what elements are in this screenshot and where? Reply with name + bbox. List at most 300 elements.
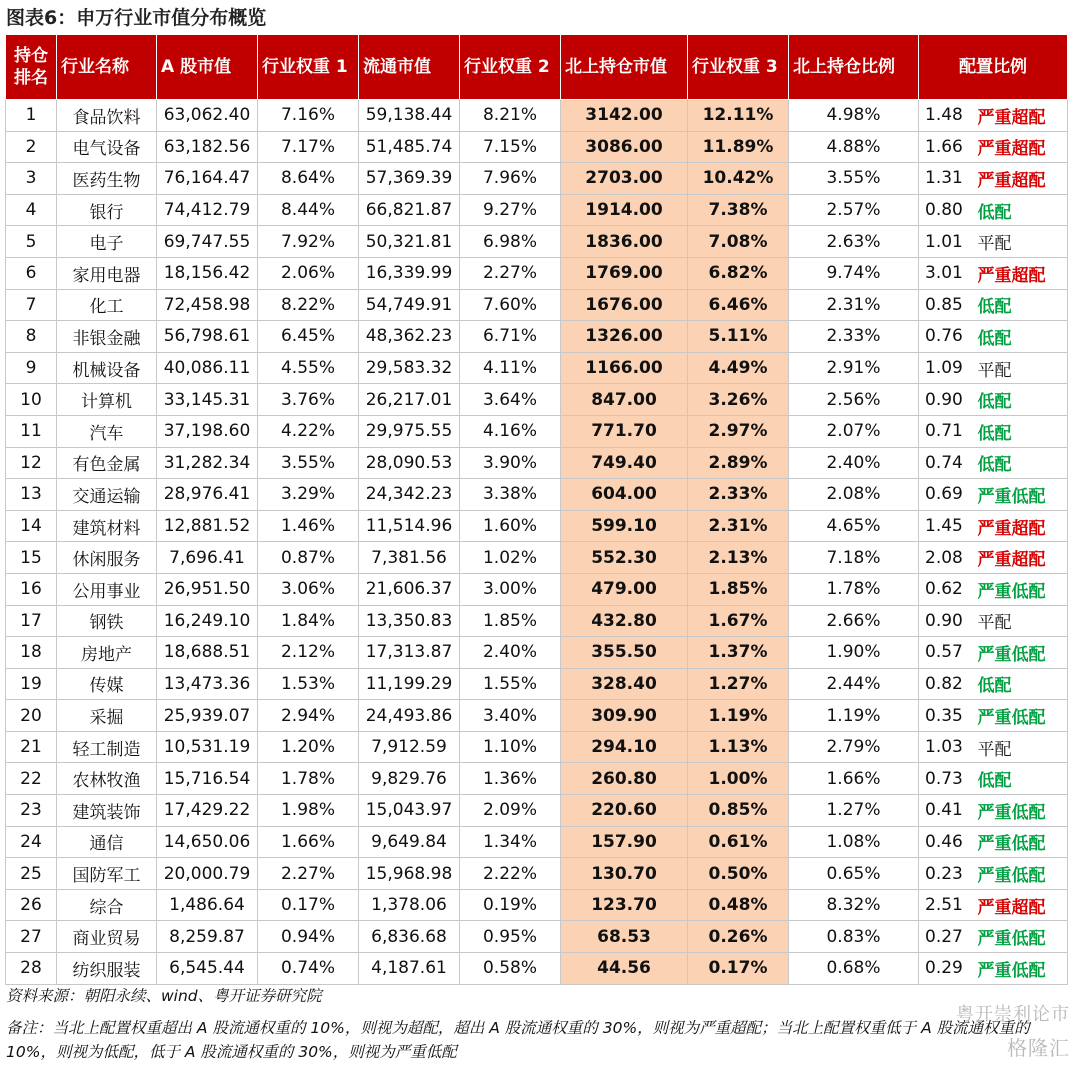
cell-a-cap: 26,951.50 xyxy=(157,573,258,605)
cell-a-cap: 33,145.31 xyxy=(157,384,258,416)
cell-allocation-ratio: 0.90 xyxy=(919,384,976,416)
cell-northbound-ratio: 2.56% xyxy=(789,384,919,416)
cell-northbound-ratio: 2.31% xyxy=(789,289,919,321)
cell-weight-3: 1.27% xyxy=(688,668,789,700)
cell-allocation-label: 严重超配 xyxy=(976,100,1068,132)
cell-weight-2: 6.71% xyxy=(460,321,561,353)
cell-allocation-label: 严重低配 xyxy=(976,795,1068,827)
cell-rank: 20 xyxy=(6,700,57,732)
cell-a-cap: 74,412.79 xyxy=(157,194,258,226)
cell-weight-2: 3.64% xyxy=(460,384,561,416)
cell-a-cap: 20,000.79 xyxy=(157,858,258,890)
cell-northbound-ratio: 9.74% xyxy=(789,257,919,289)
cell-weight-1: 0.87% xyxy=(258,542,359,574)
header-rank xyxy=(6,35,57,100)
cell-float-cap: 11,514.96 xyxy=(359,510,460,542)
cell-northbound-ratio: 4.65% xyxy=(789,510,919,542)
cell-weight-3: 4.49% xyxy=(688,352,789,384)
cell-allocation-ratio: 0.71 xyxy=(919,415,976,447)
cell-northbound-cap: 309.90 xyxy=(561,700,688,732)
cell-weight-3: 1.13% xyxy=(688,731,789,763)
cell-weight-3: 7.08% xyxy=(688,226,789,258)
cell-allocation-label: 平配 xyxy=(976,226,1068,258)
cell-northbound-ratio: 7.18% xyxy=(789,542,919,574)
cell-weight-2: 3.90% xyxy=(460,447,561,479)
cell-weight-3: 1.67% xyxy=(688,605,789,637)
cell-weight-1: 4.55% xyxy=(258,352,359,384)
table-row xyxy=(6,447,1068,479)
cell-rank: 19 xyxy=(6,668,57,700)
cell-allocation-label: 严重低配 xyxy=(976,858,1068,890)
table-row xyxy=(6,352,1068,384)
cell-allocation-label: 低配 xyxy=(976,447,1068,479)
cell-northbound-cap: 1676.00 xyxy=(561,289,688,321)
cell-rank: 28 xyxy=(6,953,57,985)
cell-northbound-cap: 157.90 xyxy=(561,826,688,858)
cell-name: 纺织服装 xyxy=(57,953,157,985)
cell-name: 国防军工 xyxy=(57,858,157,890)
table-row xyxy=(6,194,1068,226)
cell-northbound-cap: 847.00 xyxy=(561,384,688,416)
cell-float-cap: 48,362.23 xyxy=(359,321,460,353)
cell-rank: 2 xyxy=(6,131,57,163)
table-row xyxy=(6,163,1068,195)
cell-northbound-ratio: 1.27% xyxy=(789,795,919,827)
cell-allocation-ratio: 0.62 xyxy=(919,573,976,605)
cell-northbound-cap: 130.70 xyxy=(561,858,688,890)
cell-weight-3: 7.38% xyxy=(688,194,789,226)
cell-weight-1: 3.29% xyxy=(258,479,359,511)
table-row xyxy=(6,637,1068,669)
cell-a-cap: 13,473.36 xyxy=(157,668,258,700)
header-northbound-ratio: 北上持仓比例 xyxy=(789,35,919,100)
cell-northbound-ratio: 2.57% xyxy=(789,194,919,226)
industry-table xyxy=(5,34,1068,985)
cell-rank: 14 xyxy=(6,510,57,542)
cell-float-cap: 4,187.61 xyxy=(359,953,460,985)
cell-northbound-ratio: 4.88% xyxy=(789,131,919,163)
table-row xyxy=(6,321,1068,353)
cell-a-cap: 6,545.44 xyxy=(157,953,258,985)
cell-allocation-label: 严重超配 xyxy=(976,257,1068,289)
cell-name: 轻工制造 xyxy=(57,731,157,763)
cell-weight-1: 1.98% xyxy=(258,795,359,827)
cell-weight-3: 2.89% xyxy=(688,447,789,479)
cell-northbound-cap: 220.60 xyxy=(561,795,688,827)
cell-float-cap: 66,821.87 xyxy=(359,194,460,226)
cell-a-cap: 28,976.41 xyxy=(157,479,258,511)
cell-weight-1: 1.66% xyxy=(258,826,359,858)
cell-rank: 21 xyxy=(6,731,57,763)
cell-northbound-ratio: 1.19% xyxy=(789,700,919,732)
header-weight-2: 行业权重 2 xyxy=(460,35,561,100)
watermark-line2: 格隆汇 xyxy=(1007,1036,1070,1060)
cell-a-cap: 40,086.11 xyxy=(157,352,258,384)
cell-weight-1: 6.45% xyxy=(258,321,359,353)
cell-allocation-label: 低配 xyxy=(976,668,1068,700)
figure-title: 图表6：申万行业市值分布概览 xyxy=(6,7,267,29)
cell-weight-1: 0.74% xyxy=(258,953,359,985)
cell-a-cap: 14,650.06 xyxy=(157,826,258,858)
header-northbound-cap: 北上持仓市值 xyxy=(561,35,688,100)
cell-allocation-label: 严重低配 xyxy=(976,700,1068,732)
cell-weight-1: 3.55% xyxy=(258,447,359,479)
cell-northbound-cap: 355.50 xyxy=(561,637,688,669)
cell-name: 化工 xyxy=(57,289,157,321)
cell-rank: 10 xyxy=(6,384,57,416)
cell-name: 银行 xyxy=(57,194,157,226)
cell-allocation-ratio: 0.82 xyxy=(919,668,976,700)
cell-rank: 18 xyxy=(6,637,57,669)
cell-a-cap: 12,881.52 xyxy=(157,510,258,542)
cell-allocation-label: 严重低配 xyxy=(976,479,1068,511)
cell-a-cap: 7,696.41 xyxy=(157,542,258,574)
cell-weight-1: 0.94% xyxy=(258,921,359,953)
cell-weight-3: 3.26% xyxy=(688,384,789,416)
cell-allocation-ratio: 0.27 xyxy=(919,921,976,953)
table-row xyxy=(6,858,1068,890)
cell-weight-3: 1.85% xyxy=(688,573,789,605)
cell-weight-2: 1.10% xyxy=(460,731,561,763)
cell-allocation-ratio: 0.46 xyxy=(919,826,976,858)
cell-weight-1: 8.44% xyxy=(258,194,359,226)
cell-weight-1: 2.12% xyxy=(258,637,359,669)
cell-allocation-ratio: 2.51 xyxy=(919,889,976,921)
cell-a-cap: 63,062.40 xyxy=(157,100,258,132)
source-note: 资料来源：朝阳永续、wind、粤开证券研究院 xyxy=(6,987,322,1005)
header-name: 行业名称 xyxy=(57,35,157,100)
cell-a-cap: 76,164.47 xyxy=(157,163,258,195)
cell-float-cap: 17,313.87 xyxy=(359,637,460,669)
cell-a-cap: 63,182.56 xyxy=(157,131,258,163)
cell-northbound-ratio: 0.83% xyxy=(789,921,919,953)
cell-northbound-ratio: 1.90% xyxy=(789,637,919,669)
cell-weight-2: 0.58% xyxy=(460,953,561,985)
cell-weight-2: 2.22% xyxy=(460,858,561,890)
cell-float-cap: 21,606.37 xyxy=(359,573,460,605)
table-row xyxy=(6,826,1068,858)
cell-name: 电子 xyxy=(57,226,157,258)
cell-allocation-label: 低配 xyxy=(976,415,1068,447)
cell-weight-3: 0.85% xyxy=(688,795,789,827)
cell-name: 非银金融 xyxy=(57,321,157,353)
cell-weight-2: 8.21% xyxy=(460,100,561,132)
cell-name: 建筑装饰 xyxy=(57,795,157,827)
header-rank-line1: 持仓 xyxy=(14,46,48,66)
cell-weight-1: 4.22% xyxy=(258,415,359,447)
cell-northbound-cap: 749.40 xyxy=(561,447,688,479)
header-rank-line2: 排名 xyxy=(14,68,48,88)
cell-allocation-label: 严重低配 xyxy=(976,637,1068,669)
cell-a-cap: 72,458.98 xyxy=(157,289,258,321)
cell-weight-2: 7.96% xyxy=(460,163,561,195)
cell-northbound-ratio: 2.66% xyxy=(789,605,919,637)
cell-allocation-label: 严重超配 xyxy=(976,131,1068,163)
cell-weight-2: 1.02% xyxy=(460,542,561,574)
cell-a-cap: 1,486.64 xyxy=(157,889,258,921)
cell-allocation-ratio: 0.80 xyxy=(919,194,976,226)
cell-northbound-cap: 328.40 xyxy=(561,668,688,700)
cell-allocation-ratio: 1.48 xyxy=(919,100,976,132)
cell-weight-2: 6.98% xyxy=(460,226,561,258)
cell-name: 农林牧渔 xyxy=(57,763,157,795)
table-header-row xyxy=(6,35,1068,100)
cell-name: 建筑材料 xyxy=(57,510,157,542)
cell-northbound-cap: 260.80 xyxy=(561,763,688,795)
cell-northbound-cap: 599.10 xyxy=(561,510,688,542)
cell-weight-1: 8.22% xyxy=(258,289,359,321)
cell-northbound-ratio: 2.44% xyxy=(789,668,919,700)
table-row xyxy=(6,100,1068,132)
cell-weight-2: 1.60% xyxy=(460,510,561,542)
cell-weight-2: 4.16% xyxy=(460,415,561,447)
cell-float-cap: 51,485.74 xyxy=(359,131,460,163)
cell-float-cap: 7,912.59 xyxy=(359,731,460,763)
cell-northbound-cap: 1326.00 xyxy=(561,321,688,353)
cell-a-cap: 69,747.55 xyxy=(157,226,258,258)
cell-weight-3: 0.50% xyxy=(688,858,789,890)
cell-northbound-ratio: 0.65% xyxy=(789,858,919,890)
cell-a-cap: 31,282.34 xyxy=(157,447,258,479)
table-row xyxy=(6,289,1068,321)
cell-weight-2: 9.27% xyxy=(460,194,561,226)
cell-name: 家用电器 xyxy=(57,257,157,289)
table-row xyxy=(6,510,1068,542)
cell-northbound-ratio: 1.66% xyxy=(789,763,919,795)
cell-name: 计算机 xyxy=(57,384,157,416)
cell-allocation-label: 严重超配 xyxy=(976,163,1068,195)
cell-northbound-ratio: 1.78% xyxy=(789,573,919,605)
cell-weight-2: 1.34% xyxy=(460,826,561,858)
cell-allocation-label: 严重超配 xyxy=(976,889,1068,921)
table-row xyxy=(6,763,1068,795)
cell-allocation-label: 严重低配 xyxy=(976,573,1068,605)
cell-allocation-ratio: 2.08 xyxy=(919,542,976,574)
cell-weight-1: 7.16% xyxy=(258,100,359,132)
cell-float-cap: 9,829.76 xyxy=(359,763,460,795)
cell-weight-1: 1.53% xyxy=(258,668,359,700)
cell-float-cap: 26,217.01 xyxy=(359,384,460,416)
cell-a-cap: 8,259.87 xyxy=(157,921,258,953)
watermark-line1: 粤开崇利论市 xyxy=(956,1004,1070,1025)
cell-a-cap: 10,531.19 xyxy=(157,731,258,763)
cell-float-cap: 24,493.86 xyxy=(359,700,460,732)
header-weight-3: 行业权重 3 xyxy=(688,35,789,100)
cell-weight-2: 2.40% xyxy=(460,637,561,669)
cell-weight-2: 3.00% xyxy=(460,573,561,605)
cell-name: 休闲服务 xyxy=(57,542,157,574)
cell-weight-3: 10.42% xyxy=(688,163,789,195)
cell-allocation-label: 低配 xyxy=(976,763,1068,795)
cell-allocation-ratio: 1.31 xyxy=(919,163,976,195)
table-row xyxy=(6,131,1068,163)
table-row xyxy=(6,889,1068,921)
cell-allocation-ratio: 0.74 xyxy=(919,447,976,479)
table-row xyxy=(6,226,1068,258)
cell-float-cap: 11,199.29 xyxy=(359,668,460,700)
cell-weight-3: 2.97% xyxy=(688,415,789,447)
cell-rank: 7 xyxy=(6,289,57,321)
cell-weight-1: 8.64% xyxy=(258,163,359,195)
cell-weight-3: 6.82% xyxy=(688,257,789,289)
cell-weight-1: 1.20% xyxy=(258,731,359,763)
cell-allocation-ratio: 0.73 xyxy=(919,763,976,795)
cell-northbound-cap: 44.56 xyxy=(561,953,688,985)
cell-rank: 16 xyxy=(6,573,57,605)
table-row xyxy=(6,573,1068,605)
cell-northbound-cap: 604.00 xyxy=(561,479,688,511)
table-row xyxy=(6,795,1068,827)
cell-allocation-ratio: 0.23 xyxy=(919,858,976,890)
header-a-cap: A 股市值 xyxy=(157,35,258,100)
cell-northbound-cap: 68.53 xyxy=(561,921,688,953)
cell-allocation-ratio: 3.01 xyxy=(919,257,976,289)
cell-float-cap: 29,975.55 xyxy=(359,415,460,447)
cell-weight-2: 4.11% xyxy=(460,352,561,384)
cell-weight-2: 3.38% xyxy=(460,479,561,511)
cell-weight-1: 1.84% xyxy=(258,605,359,637)
cell-allocation-label: 低配 xyxy=(976,194,1068,226)
cell-weight-1: 2.94% xyxy=(258,700,359,732)
cell-northbound-cap: 1914.00 xyxy=(561,194,688,226)
cell-allocation-ratio: 0.29 xyxy=(919,953,976,985)
cell-float-cap: 50,321.81 xyxy=(359,226,460,258)
cell-northbound-ratio: 2.08% xyxy=(789,479,919,511)
cell-weight-3: 11.89% xyxy=(688,131,789,163)
cell-name: 公用事业 xyxy=(57,573,157,605)
cell-rank: 27 xyxy=(6,921,57,953)
table-row xyxy=(6,953,1068,985)
cell-weight-1: 1.78% xyxy=(258,763,359,795)
table-row xyxy=(6,479,1068,511)
cell-rank: 4 xyxy=(6,194,57,226)
cell-northbound-cap: 1769.00 xyxy=(561,257,688,289)
cell-allocation-ratio: 0.76 xyxy=(919,321,976,353)
cell-weight-1: 7.92% xyxy=(258,226,359,258)
cell-name: 房地产 xyxy=(57,637,157,669)
cell-rank: 6 xyxy=(6,257,57,289)
cell-weight-2: 2.09% xyxy=(460,795,561,827)
cell-allocation-label: 严重超配 xyxy=(976,542,1068,574)
cell-a-cap: 16,249.10 xyxy=(157,605,258,637)
cell-northbound-cap: 3142.00 xyxy=(561,100,688,132)
cell-rank: 22 xyxy=(6,763,57,795)
cell-rank: 1 xyxy=(6,100,57,132)
cell-northbound-cap: 432.80 xyxy=(561,605,688,637)
cell-allocation-label: 低配 xyxy=(976,321,1068,353)
header-weight-1: 行业权重 1 xyxy=(258,35,359,100)
cell-weight-2: 1.36% xyxy=(460,763,561,795)
cell-northbound-ratio: 2.40% xyxy=(789,447,919,479)
cell-a-cap: 17,429.22 xyxy=(157,795,258,827)
cell-weight-3: 0.61% xyxy=(688,826,789,858)
cell-weight-2: 7.15% xyxy=(460,131,561,163)
cell-name: 商业贸易 xyxy=(57,921,157,953)
cell-northbound-cap: 123.70 xyxy=(561,889,688,921)
cell-allocation-label: 平配 xyxy=(976,352,1068,384)
cell-rank: 9 xyxy=(6,352,57,384)
cell-northbound-ratio: 2.63% xyxy=(789,226,919,258)
cell-float-cap: 1,378.06 xyxy=(359,889,460,921)
cell-weight-3: 2.33% xyxy=(688,479,789,511)
cell-rank: 25 xyxy=(6,858,57,890)
cell-weight-2: 2.27% xyxy=(460,257,561,289)
cell-name: 汽车 xyxy=(57,415,157,447)
table-row xyxy=(6,921,1068,953)
cell-northbound-cap: 1166.00 xyxy=(561,352,688,384)
cell-northbound-ratio: 3.55% xyxy=(789,163,919,195)
cell-northbound-cap: 552.30 xyxy=(561,542,688,574)
cell-weight-3: 2.31% xyxy=(688,510,789,542)
cell-a-cap: 56,798.61 xyxy=(157,321,258,353)
cell-weight-3: 1.00% xyxy=(688,763,789,795)
cell-weight-2: 0.95% xyxy=(460,921,561,953)
cell-allocation-ratio: 0.35 xyxy=(919,700,976,732)
cell-rank: 23 xyxy=(6,795,57,827)
table-row xyxy=(6,700,1068,732)
cell-float-cap: 24,342.23 xyxy=(359,479,460,511)
cell-float-cap: 7,381.56 xyxy=(359,542,460,574)
cell-float-cap: 57,369.39 xyxy=(359,163,460,195)
cell-allocation-ratio: 1.09 xyxy=(919,352,976,384)
table-row xyxy=(6,384,1068,416)
cell-weight-3: 1.19% xyxy=(688,700,789,732)
cell-name: 有色金属 xyxy=(57,447,157,479)
cell-a-cap: 15,716.54 xyxy=(157,763,258,795)
cell-allocation-ratio: 0.69 xyxy=(919,479,976,511)
cell-weight-1: 7.17% xyxy=(258,131,359,163)
cell-northbound-ratio: 2.91% xyxy=(789,352,919,384)
cell-a-cap: 25,939.07 xyxy=(157,700,258,732)
cell-rank: 8 xyxy=(6,321,57,353)
cell-float-cap: 6,836.68 xyxy=(359,921,460,953)
cell-northbound-ratio: 0.68% xyxy=(789,953,919,985)
cell-name: 机械设备 xyxy=(57,352,157,384)
cell-weight-3: 0.17% xyxy=(688,953,789,985)
cell-weight-1: 2.27% xyxy=(258,858,359,890)
cell-weight-3: 1.37% xyxy=(688,637,789,669)
cell-weight-1: 0.17% xyxy=(258,889,359,921)
cell-float-cap: 15,043.97 xyxy=(359,795,460,827)
cell-northbound-ratio: 2.33% xyxy=(789,321,919,353)
cell-allocation-label: 严重低配 xyxy=(976,921,1068,953)
cell-allocation-label: 严重低配 xyxy=(976,953,1068,985)
cell-allocation-ratio: 1.45 xyxy=(919,510,976,542)
cell-weight-3: 12.11% xyxy=(688,100,789,132)
cell-name: 传媒 xyxy=(57,668,157,700)
cell-northbound-ratio: 4.98% xyxy=(789,100,919,132)
cell-allocation-ratio: 1.66 xyxy=(919,131,976,163)
cell-allocation-label: 低配 xyxy=(976,384,1068,416)
cell-northbound-cap: 1836.00 xyxy=(561,226,688,258)
cell-allocation-ratio: 1.01 xyxy=(919,226,976,258)
cell-allocation-ratio: 0.41 xyxy=(919,795,976,827)
cell-float-cap: 15,968.98 xyxy=(359,858,460,890)
cell-northbound-cap: 771.70 xyxy=(561,415,688,447)
table-row xyxy=(6,415,1068,447)
cell-weight-3: 0.48% xyxy=(688,889,789,921)
cell-northbound-cap: 3086.00 xyxy=(561,131,688,163)
remark-note: 备注：当北上配置权重超出 A 股流通权重的 10%，则视为超配，超出 A 股流通权重的 30%，则视为严重超配；当北上配置权重低于 A 股流通权重的 10%，则视为低配，低于 A 股流通权重的 30%，则视为严重低配 xyxy=(6,1019,1030,1061)
cell-float-cap: 13,350.83 xyxy=(359,605,460,637)
cell-rank: 13 xyxy=(6,479,57,511)
cell-allocation-label: 严重超配 xyxy=(976,510,1068,542)
cell-a-cap: 18,688.51 xyxy=(157,637,258,669)
cell-a-cap: 18,156.42 xyxy=(157,257,258,289)
table-row xyxy=(6,731,1068,763)
cell-name: 综合 xyxy=(57,889,157,921)
cell-rank: 12 xyxy=(6,447,57,479)
